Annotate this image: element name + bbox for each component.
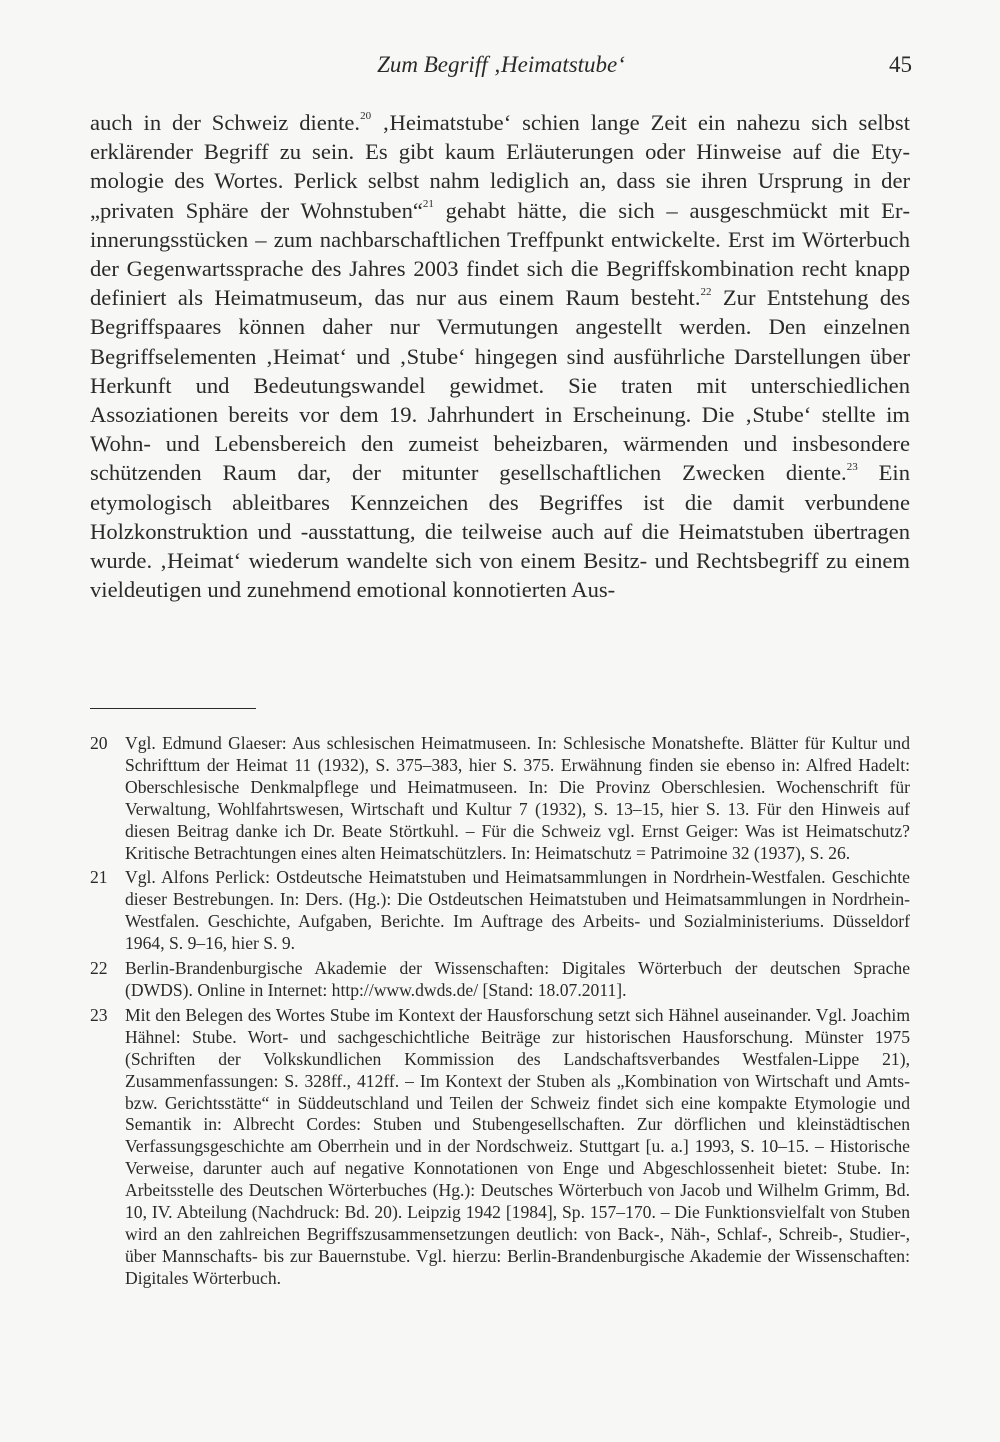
footnote-ref-21[interactable]: 21 xyxy=(422,198,434,211)
page-header xyxy=(90,52,912,92)
footnote-20 xyxy=(90,733,910,864)
body-text-segment: Ein etymologisch ableitbares Kennzeichen des Begriffes ist die damit verbundene Holzkonstruktion und -ausstattung, die teilweise auch auf die Heimatstuben übertragen wurde. ‚Heimat‘ wiederum wandelte sich von einem Besitz- und Rechtsbegriff zu einem vieldeutigen und zunehmend emotional konnotierten Aus- xyxy=(90,460,910,603)
footnote-number: 21 xyxy=(90,867,108,888)
body-paragraph xyxy=(90,108,910,604)
running-title: Zum Begriff ‚Heimatstube‘ xyxy=(377,52,625,77)
footnote-text: Vgl. Alfons Perlick: Ostdeutsche Heimatstuben und Heimatsammlungen in Nordrhein-Westfalen. Geschichte dieser Bestrebungen. In: Ders. (Hg.): Die Ostdeutschen Heimatstuben und Heimatsammlungen in Nordrhein-Westfalen. Geschichte, Aufgaben, Berichte. Im Auftrage des Arbeits- und Sozialministeriums. Düsseldorf 1964, S. 9–16, hier S. 9. xyxy=(125,867,910,954)
body-text-segment: auch in der Schweiz diente. xyxy=(90,110,361,135)
footnote-23 xyxy=(90,1005,910,1290)
body-text-segment: Zur Entstehung des Begriffspaares können daher nur Vermutungen angestellt werden. Den einzelnen Begriffselementen ‚Heimat‘ und ‚Stube‘ hingegen sind ausführliche Darstellungen über Herkunft und Bedeutungswandel gewidmet. Sie traten mit unterschiedlichen Assoziationen bereits vor dem 19. Jahrhundert in Erscheinung. Die ‚Stube‘ stellte im Wohn- und Lebensbereich den zumeist beheizbaren, wärmenden und insbesondere schützenden Raum dar, der mitunter gesellschaftlichen Zwecken diente. xyxy=(90,285,910,486)
footnote-ref-23[interactable]: 23 xyxy=(846,460,858,473)
body-text-segment: gehabt hätte, die sich – ausgeschmückt mit Erinnerungsstücken – zum nachbarschaftlichen Treffpunkt entwickelte. Erst im Wörterbuch der Gegenwartssprache des Jahres 2003 findet sich die Begriffskombination recht knapp definiert als Heimatmuseum, das nur aus einem Raum besteht. xyxy=(90,197,910,311)
footnote-list xyxy=(90,733,910,1293)
footnote-ref-20[interactable]: 20 xyxy=(360,110,372,123)
footnote-number: 22 xyxy=(90,958,108,979)
footnote-21 xyxy=(90,867,910,955)
footnote-text: Vgl. Edmund Glaeser: Aus schlesischen Heimatmuseen. In: Schlesische Monatshefte. Blätter für Kultur und Schrifttum der Heimat 11 (1932), S. 375–383, hier S. 375. Erwähnung finden sie ebenso in: Alfred Hadelt: Oberschlesische Denkmalpflege und Heimatmuseen. In: Die Provinz Oberschlesien. Wochenschrift für Verwaltung, Wohlfahrtswesen, Wirtschaft und Kultur 7 (1932), S. 13–15, hier S. 13. Für den Hinweis auf diesen Beitrag danke ich Dr. Beate Störtkuhl. – Für die Schweiz vgl. Ernst Geiger: Was ist Heimatschutz? Kritische Betrachtungen eines alten Heimatschützlers. In: Heimatschutz = Patrimoine 32 (1937), S. 26. xyxy=(125,733,910,863)
footnote-text: Berlin-Brandenburgische Akademie der Wissenschaften: Digitales Wörterbuch der deutschen Sprache (DWDS). Online in Internet: http://www.dwds.de/ [Stand: 18.07.2011]. xyxy=(125,958,910,1000)
footnote-ref-22[interactable]: 22 xyxy=(700,285,712,298)
footnote-22 xyxy=(90,958,910,1002)
footnote-number: 20 xyxy=(90,733,108,753)
body-text-segment: ‚Heimatstube‘ schien lange Zeit ein nahezu sich selbst erklärender Begriff zu sein. Es gibt kaum Erläuterungen oder Hinweise auf die Etymologie des Wortes. Perlick selbst nahm lediglich an, dass sie ihren Ursprung in der „privaten Sphäre der Wohnstuben“ xyxy=(90,110,910,223)
page-number: 45 xyxy=(889,52,912,77)
footnote-divider xyxy=(90,708,256,709)
footnote-text: Mit den Belegen des Wortes Stube im Kontext der Hausforschung setzt sich Hähnel auseinander. Vgl. Joachim Hähnel: Stube. Wort- und sachgeschichtliche Beiträge zur historischen Hausforschung. Münster 1975 (Schriften der Volkskundlichen Kommission des Landschaftsverbandes Westfalen-Lippe 21), Zusammenfassungen: S. 328ff., 412ff. – Im Kontext der Stuben als „Kombination von Wirtschaft und Amts- bzw. Gerichtsstätte“ in Süddeutschland und Teilen der Schweiz findet sich eine kompakte Etymologie und Semantik in: Albrecht Cordes: Stuben und Stubengesellschaften. Zur dörflichen und kleinstädtischen Verfassungsgeschichte am Oberrhein und in der Nordschweiz. Stuttgart [u. a.] 1993, S. 10–15. – Historische Verweise, darunter auch auf negative Konnotationen von Enge und Abgeschlossenheit bietet: Stube. In: Arbeitsstelle des Deutschen Wörterbuches (Hg.): Deutsches Wörterbuch von Jacob und Wilhelm Grimm, Bd. 10, IV. Abteilung (Nachdruck: Bd. 20). Leipzig 1942 [1984], Sp. 157–170. – Die Funktionsvielfalt von Stuben wird an den zahlreichen Begriffszusammensetzungen deutlich: von Back-, Näh-, Schlaf-, Schreib-, Studier-, über Mannschafts- bis zur Bauernstube. Vgl. hierzu: Berlin-Brandenburgische Akademie der Wissenschaften: Digitales Wörterbuch. xyxy=(125,1004,910,1288)
footnote-number: 23 xyxy=(90,1004,108,1025)
